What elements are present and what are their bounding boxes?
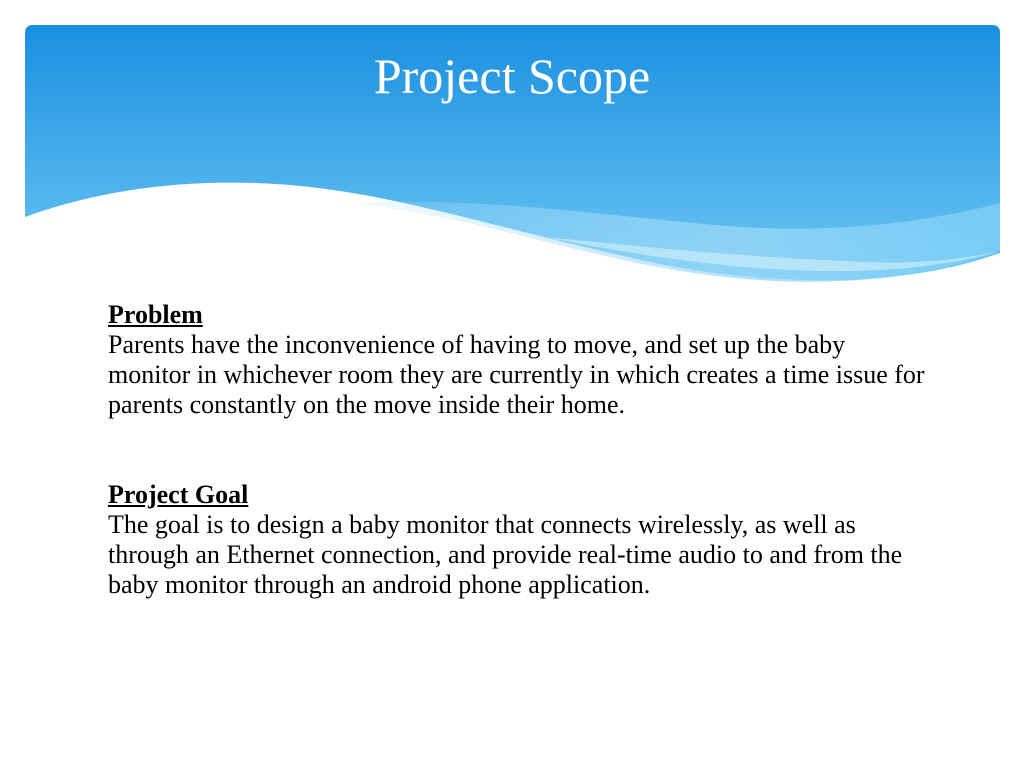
- slide-content: [108, 300, 928, 600]
- problem-section: [108, 300, 928, 420]
- project-goal-heading: Project Goal: [108, 480, 249, 509]
- project-goal-section: [108, 480, 928, 600]
- project-goal-body: The goal is to design a baby monitor that connects wirelessly, as well as through an Ethernet connection, and provide real-time audio to and from the baby monitor through an android phone application.: [108, 510, 903, 599]
- slide-title: Project Scope: [373, 48, 651, 104]
- problem-body: Parents have the inconvenience of having to move, and set up the baby monitor in whichever room they are currently in which creates a time issue for parents constantly on the move inside their home.: [108, 330, 925, 419]
- problem-heading: Problem: [108, 300, 203, 329]
